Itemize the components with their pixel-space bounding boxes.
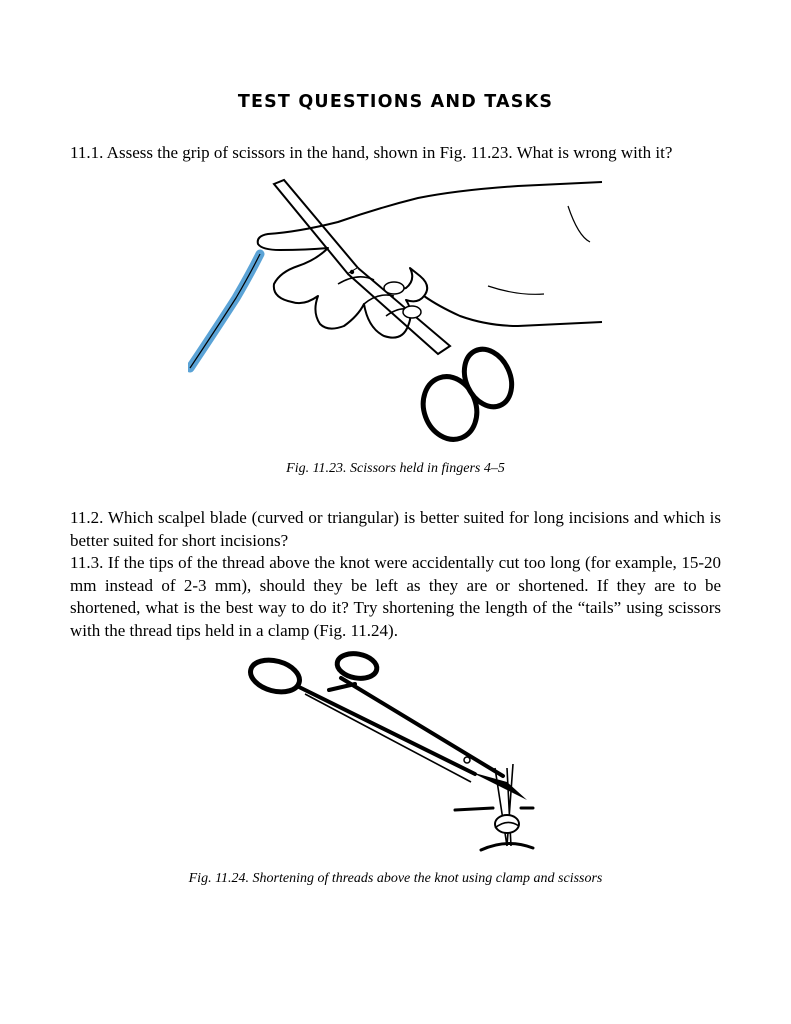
tissue-line [455, 808, 533, 850]
page-title: TEST QUESTIONS AND TASKS [237, 92, 554, 112]
figure-11-23-caption: Fig. 11.23. Scissors held in fingers 4–5 [286, 461, 505, 476]
blue-thread [190, 254, 260, 368]
question-11-1: 11.1. Assess the grip of scissors in the hand, shown in Fig. 11.23. What is wrong with it? [70, 143, 673, 162]
figure-scissors-grip [188, 176, 604, 446]
hand-outline [258, 182, 602, 338]
figure-clamp-and-scissors [245, 650, 535, 855]
clamp-shaft [297, 678, 503, 776]
question-11-2: 11.2. Which scalpel blade (curved or triangular) is better suited for long incisions and which is better suited for short incisions? [70, 508, 721, 550]
figure-11-24-caption: Fig. 11.24. Shortening of threads above the knot using clamp and scissors [188, 871, 603, 886]
question-11-3: 11.3. If the tips of the thread above the knot were accidentally cut too long (for example, 15-20 mm instead of 2-3 mm), should they be left as they are or shortened. If they are to be shortened, what is the best way to do it? Try shortening the length of the “tails” using scissors with the thread tips held in a clamp (Fig. 11.24). [70, 553, 721, 640]
clamp-ring-left [247, 655, 303, 697]
